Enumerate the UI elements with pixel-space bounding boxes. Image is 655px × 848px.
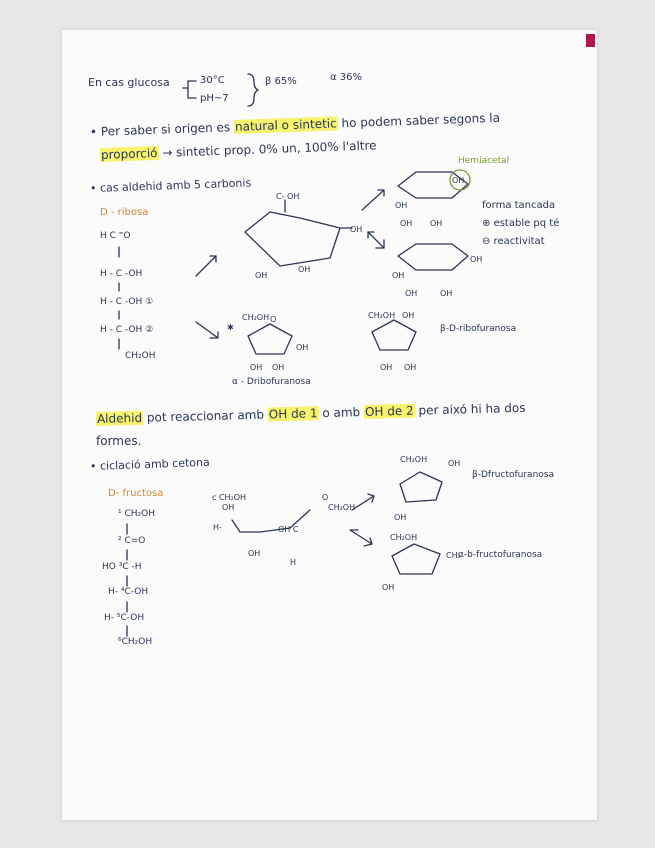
fructose-c2: ² C=O: [118, 536, 146, 546]
p1-highlight-natural: natural o sintetic: [234, 116, 337, 134]
svg-text:OH: OH: [250, 363, 263, 372]
beta-ribofuranose-label: β-D-ribofuranosa: [440, 324, 517, 334]
ribose-c1: H C ⁼O: [100, 231, 131, 241]
section1-subtitle: D - ribosa: [100, 207, 149, 218]
svg-text:OH: OH: [452, 176, 465, 185]
en-cas-label: En cas glucosa: [88, 76, 170, 89]
header-temp: 30°C: [200, 75, 225, 86]
fructose-c4: H- ⁴C-OH: [108, 587, 149, 597]
svg-text:OH: OH: [382, 583, 395, 592]
p1-text-b: ho podem saber segons la: [337, 110, 501, 131]
p2-highlight-oh1: OH de 1: [268, 406, 318, 422]
svg-text:OH: OH: [394, 513, 407, 522]
section1-title: • cas aldehid amb 5 carbonis: [89, 176, 252, 195]
alpha-ribofuranose-label: α - Dribofuranosa: [232, 377, 311, 387]
section2-subtitle: D- fructosa: [108, 488, 164, 499]
svg-text:O: O: [322, 493, 329, 502]
svg-text:OH: OH: [222, 503, 235, 512]
pyranose-bottom: [398, 244, 468, 270]
ribose-c4: H - C -OH ②: [100, 325, 154, 335]
svg-text:CH₂OH: CH₂OH: [368, 311, 396, 320]
svg-text:c CH₂OH: c CH₂OH: [212, 493, 247, 502]
alpha-ribofuranose-ring: [248, 324, 292, 354]
svg-text:OH: OH: [395, 201, 408, 210]
p1-highlight-proporcio: proporció: [100, 145, 158, 162]
hemiacetal-label: Hemiacetal: [458, 156, 510, 166]
svg-text:OH: OH: [380, 363, 393, 372]
p2-text-3: per aixó hi ha dos: [414, 400, 526, 418]
note-estable: ⊕ estable pq té: [482, 218, 560, 229]
svg-text:CH₂: CH₂: [446, 551, 461, 560]
ribose-c3: H - C -OH ①: [100, 297, 154, 307]
svg-text:H-: H-: [213, 523, 222, 532]
p2-text-1: pot reaccionar amb: [142, 407, 268, 425]
section2-title: • ciclació amb cetona: [89, 455, 210, 473]
header-bracket: [183, 81, 196, 98]
arrow-to-alpha-fructo: [350, 530, 372, 546]
svg-text:OH: OH: [255, 271, 268, 280]
svg-text:✱: ✱: [227, 323, 234, 332]
arrow-to-alpha: [196, 322, 218, 338]
svg-text:OH: OH: [392, 271, 405, 280]
arrow-down-right: [368, 232, 384, 248]
center-ring-sketch: [245, 212, 340, 266]
p2-highlight-oh2: OH de 2: [364, 403, 414, 419]
svg-text:OH: OH: [405, 289, 418, 298]
svg-text:OH: OH: [272, 363, 285, 372]
svg-text:OH: OH: [350, 225, 363, 234]
paragraph2-line2: formes.: [96, 434, 142, 448]
fructose-c5: H- ⁵C-OH: [104, 613, 145, 623]
arrow-to-beta-fructo: [352, 494, 374, 510]
header-brace: [248, 74, 258, 106]
beta-fructofuranose-label: β-Dfructofuranosa: [472, 470, 554, 480]
svg-text:OH: OH: [404, 363, 417, 372]
svg-text:C- OH: C- OH: [276, 192, 300, 201]
arrow-up-right: [362, 190, 384, 210]
svg-text:CH₂OH: CH₂OH: [400, 455, 428, 464]
header-beta: β 65%: [265, 76, 297, 87]
fructose-c6: ⁶CH₂OH: [118, 637, 153, 647]
svg-text:OH: OH: [400, 219, 413, 228]
svg-text:OH C: OH C: [278, 525, 299, 534]
header-alpha: α 36%: [330, 72, 362, 83]
svg-text:O: O: [270, 315, 277, 324]
note-reactivitat: ⊖ reactivitat: [482, 236, 545, 247]
p2-highlight-aldehid: Aldehid: [96, 410, 143, 426]
alpha-fructofuranose-ring: [392, 544, 440, 574]
fructose-c1: ¹ CH₂OH: [118, 509, 155, 519]
svg-text:OH: OH: [430, 219, 443, 228]
svg-text:OH: OH: [440, 289, 453, 298]
beta-fructofuranose-ring: [400, 472, 442, 502]
p1-text-c: → sintetic prop. 0% un, 100% l'altre: [158, 138, 377, 160]
alpha-fructofuranose-label: α-b-fructofuranosa: [458, 550, 543, 560]
svg-text:OH: OH: [298, 265, 311, 274]
p2-text-2: o amb: [318, 404, 365, 421]
svg-text:OH: OH: [248, 549, 261, 558]
beta-ribofuranose-ring: [372, 320, 416, 350]
svg-text:CH₂OH: CH₂OH: [242, 313, 270, 322]
ribose-c5: CH₂OH: [125, 351, 156, 361]
svg-text:OH: OH: [448, 459, 461, 468]
ribose-c2: H - C -OH: [100, 269, 143, 279]
p1-text-a: • Per saber si origen es: [89, 119, 235, 139]
header-ph: pH~7: [200, 93, 229, 104]
svg-text:OH: OH: [470, 255, 483, 264]
fructose-c3: HO ³C -H: [102, 562, 142, 572]
center-ring-bonds: [285, 200, 352, 228]
svg-text:OH: OH: [402, 311, 415, 320]
svg-text:OH: OH: [296, 343, 309, 352]
svg-text:CH₂OH: CH₂OH: [390, 533, 418, 542]
note-forma-tancada: forma tancada: [482, 200, 556, 211]
arrow-to-pyranose: [196, 256, 216, 276]
svg-text:H: H: [290, 558, 297, 567]
svg-text:CH₂OH: CH₂OH: [328, 503, 356, 512]
